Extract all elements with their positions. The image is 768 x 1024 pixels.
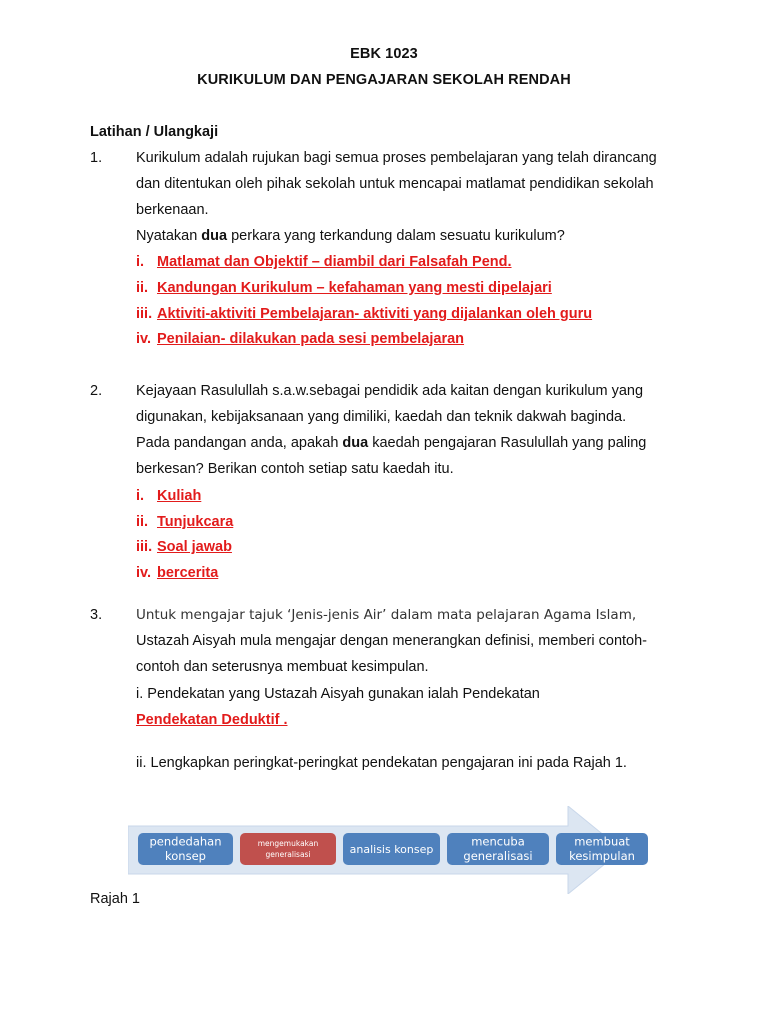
answer-text: bercerita <box>157 565 219 581</box>
step-label: konsep <box>165 849 206 863</box>
q1-answer-4 <box>136 331 464 347</box>
step-label: generalisasi <box>265 850 311 859</box>
step-4 <box>447 833 549 865</box>
q1-answer-2 <box>136 280 552 296</box>
q2-line3-post: kaedah pengajaran Rasulullah yang paling <box>368 435 647 451</box>
q2-line3-pre: Pada pandangan anda, apakah <box>136 435 343 451</box>
q2-answer-3 <box>136 539 232 555</box>
process-diagram <box>128 806 668 894</box>
step-1 <box>138 833 233 865</box>
q1-prompt <box>136 228 565 244</box>
step-label: generalisasi <box>463 849 533 863</box>
q1-prompt-bold: dua <box>201 228 228 244</box>
section-title: Latihan / Ulangkaji <box>90 124 219 140</box>
answer-text: Soal jawab <box>157 539 232 555</box>
q2-answer-4 <box>136 565 218 581</box>
answer-text: Kuliah <box>157 488 202 504</box>
figure-caption: Rajah 1 <box>90 891 140 907</box>
answer-marker: ii. <box>136 514 149 530</box>
q1-line3: berkenaan. <box>136 202 209 218</box>
answer-marker: iv. <box>136 565 152 581</box>
step-label: membuat <box>574 834 630 849</box>
q2-answer-2 <box>136 514 233 530</box>
step-label: kesimpulan <box>569 849 635 863</box>
answer-marker: iii. <box>136 539 153 555</box>
answer-marker: i. <box>136 488 145 504</box>
q2-line4: berkesan? Berikan contoh setiap satu kaedah itu. <box>136 461 454 477</box>
q2-line2: digunakan, kebijaksanaan yang dimiliki, kaedah dan teknik dakwah baginda. <box>136 409 627 425</box>
q1-prompt-pre: Nyatakan <box>136 228 202 244</box>
answer-text: Penilaian- dilakukan pada sesi pembelajaran <box>157 331 465 347</box>
q2-line1: Kejayaan Rasulullah s.a.w.sebagai pendidik ada kaitan dengan kurikulum yang <box>136 383 644 399</box>
q1-line1: Kurikulum adalah rujukan bagi semua proses pembelajaran yang telah dirancang <box>136 150 657 166</box>
answer-marker: ii. <box>136 280 149 296</box>
answer-marker: i. <box>136 254 145 270</box>
step-label: pendedahan <box>149 834 222 849</box>
q2-line3-bold: dua <box>342 435 369 451</box>
course-title: KURIKULUM DAN PENGAJARAN SEKOLAH RENDAH <box>197 72 571 88</box>
q2-number: 2. <box>90 383 103 399</box>
answer-text: Matlamat dan Objektif – diambil dari Falsafah Pend. <box>157 254 512 270</box>
q3-line1: Untuk mengajar tajuk ‘Jenis-jenis Air’ dalam mata pelajaran Agama Islam, <box>136 607 637 623</box>
q1-prompt-post: perkara yang terkandung dalam sesuatu kurikulum? <box>227 228 565 244</box>
answer-text: Pendekatan Deduktif . <box>136 712 288 728</box>
q1-line2: dan ditentukan oleh pihak sekolah untuk mencapai matlamat pendidikan sekolah <box>136 176 654 192</box>
q1-answer-1 <box>136 254 512 270</box>
step-label: analisis konsep <box>349 843 434 856</box>
step-2 <box>240 833 336 865</box>
q3-line3: contoh dan seterusnya membuat kesimpulan. <box>136 659 429 675</box>
q3-line2: Ustazah Aisyah mula mengajar dengan menerangkan definisi, memberi contoh- <box>136 633 648 649</box>
course-code: EBK 1023 <box>350 46 418 62</box>
step-3 <box>343 833 440 865</box>
step-box <box>240 833 336 865</box>
q3-number: 3. <box>90 607 103 623</box>
step-label: mengemukakan <box>257 839 319 848</box>
q3-answer-i <box>136 712 287 728</box>
q1-number: 1. <box>90 150 103 166</box>
q2-answer-1 <box>136 488 201 504</box>
q2-line3 <box>136 435 646 451</box>
step-label: mencuba <box>471 834 525 849</box>
answer-marker: iv. <box>136 331 152 347</box>
step-5 <box>556 833 648 865</box>
answer-text: Tunjukcara <box>157 514 234 530</box>
q1-answer-3 <box>136 306 592 322</box>
answer-marker: iii. <box>136 306 153 322</box>
answer-text: Aktiviti-aktiviti Pembelajaran- aktiviti yang dijalankan oleh guru <box>157 306 593 322</box>
q3-part-i: i. Pendekatan yang Ustazah Aisyah gunakan ialah Pendekatan <box>136 686 540 702</box>
answer-text: Kandungan Kurikulum – kefahaman yang mesti dipelajari <box>157 280 552 296</box>
q3-part-ii: ii. Lengkapkan peringkat-peringkat pendekatan pengajaran ini pada Rajah 1. <box>136 755 627 771</box>
